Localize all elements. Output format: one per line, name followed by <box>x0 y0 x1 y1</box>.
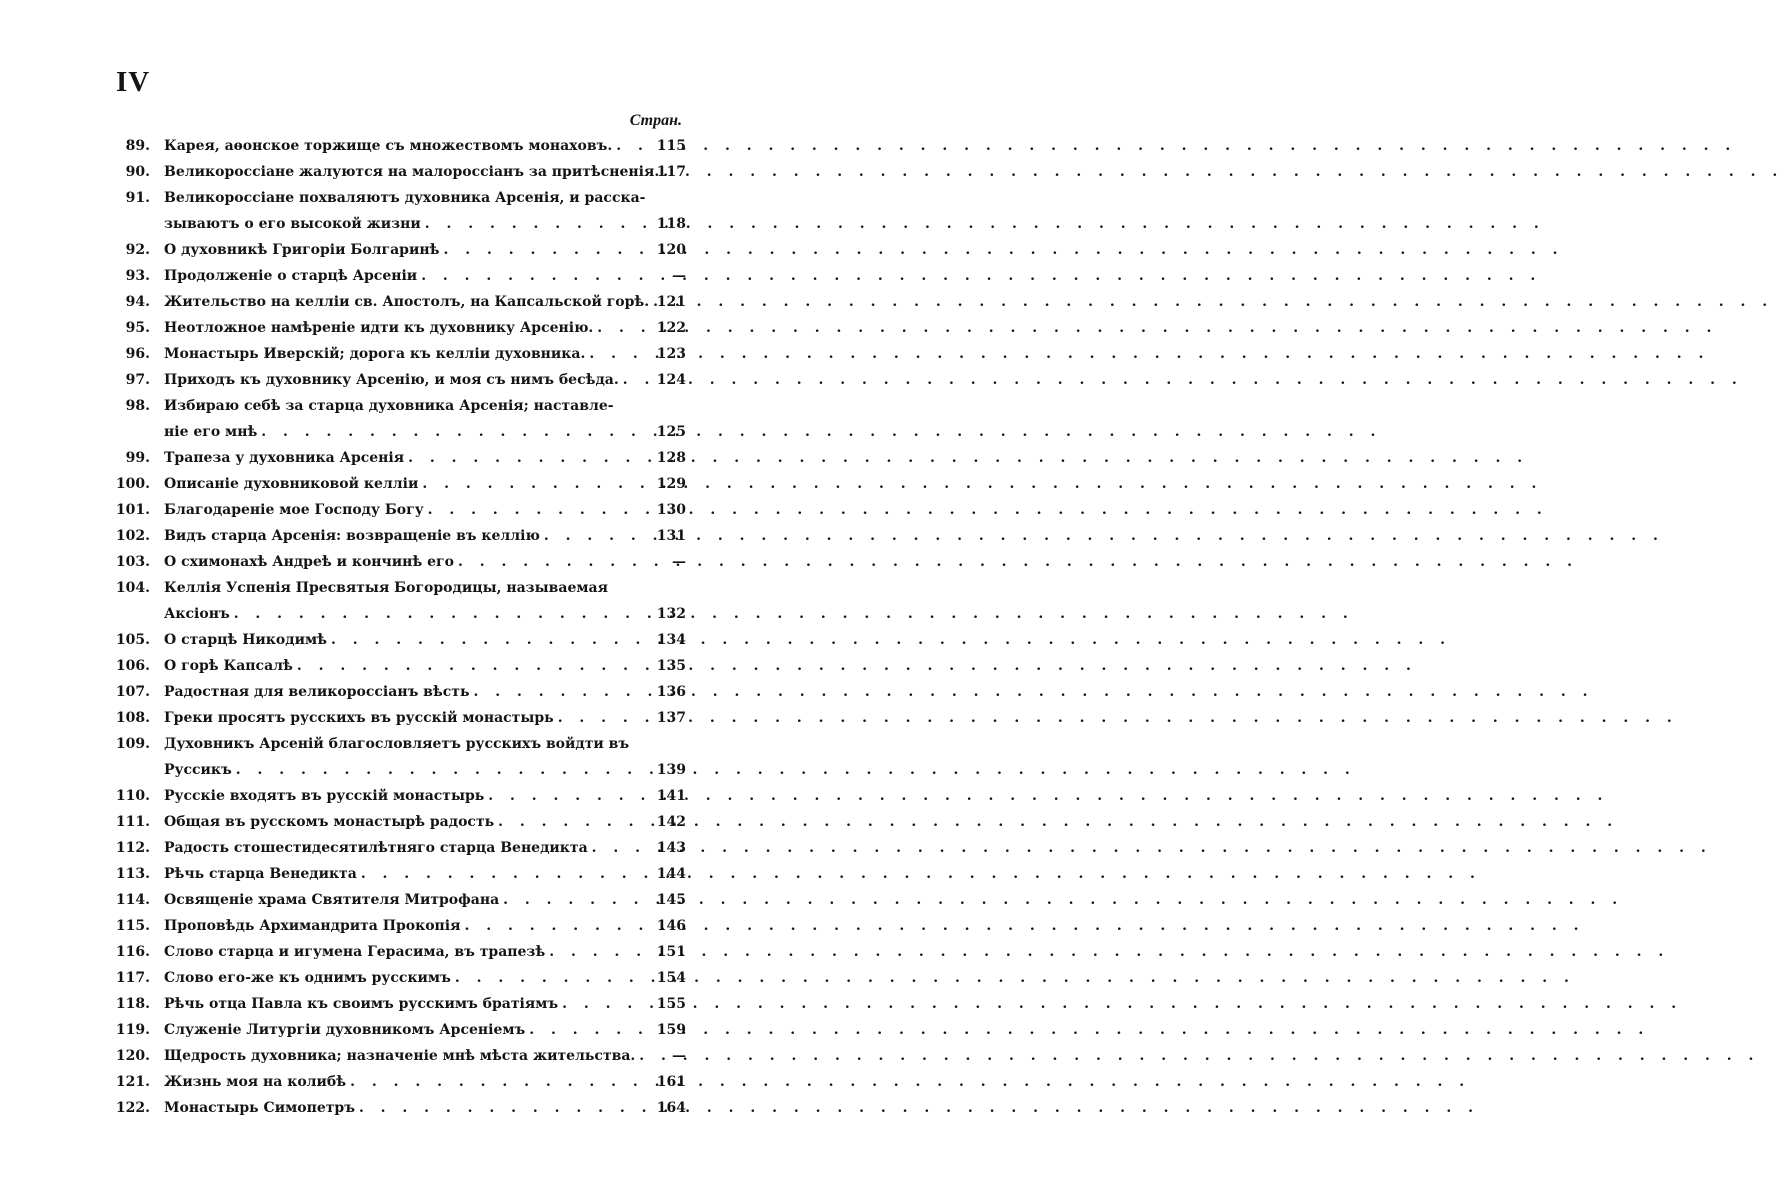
entry-title-text: Жительство на келліи св. Апостолъ, на Капсальской горѣ. <box>164 294 650 310</box>
dot-leader <box>469 679 642 705</box>
entry-title <box>164 627 642 653</box>
dot-leader <box>357 861 642 887</box>
entry-page-number: 142 <box>656 814 686 830</box>
toc-entry <box>106 887 686 913</box>
toc-entry <box>106 575 686 627</box>
entry-title <box>164 497 642 523</box>
entry-title <box>164 159 660 185</box>
entry-number: 100. <box>115 476 150 492</box>
entry-number: 107. <box>115 684 150 700</box>
entry-title-line <box>164 159 660 185</box>
entry-number: 104. <box>115 580 150 596</box>
entry-number: 91. <box>125 190 150 206</box>
dot-leader <box>451 965 642 991</box>
entry-title-text: Описаніе духовниковой келліи <box>164 476 419 492</box>
entry-page-number: 131 <box>656 528 686 544</box>
entry-title <box>164 835 642 861</box>
entry-title-text: Рѣчь старца Венедикта <box>164 866 357 882</box>
entry-title-text: Русскіе входятъ въ русскій монастырь <box>164 788 485 804</box>
dot-leader <box>439 237 642 263</box>
entry-title-line <box>164 133 642 159</box>
entry-title-line <box>164 445 642 471</box>
entry-title <box>164 731 642 783</box>
entry-title-text: Жизнь моя на колибѣ <box>164 1074 347 1090</box>
entry-page-number: 154 <box>656 970 686 986</box>
entry-title-text: Великороссіане жалуются на малороссіанъ за притѣсненія. <box>164 164 660 180</box>
entry-title <box>164 939 642 965</box>
entry-title-line <box>164 731 642 757</box>
entry-page-number: 141 <box>656 788 686 804</box>
entry-title <box>164 367 642 393</box>
entry-title-line <box>164 757 642 783</box>
toc-entry <box>106 1017 686 1043</box>
toc-entry <box>106 627 686 653</box>
dot-leader <box>499 887 642 913</box>
entry-title-text: Великороссіане похваляютъ духовника Арсенія, и расска- <box>164 190 646 206</box>
entry-number: 111. <box>115 814 150 830</box>
entry-title-line <box>164 887 642 913</box>
toc-entry <box>106 653 686 679</box>
dot-leader <box>355 1095 642 1121</box>
entry-page-number: 135 <box>656 658 686 674</box>
entry-title-line <box>164 289 650 315</box>
entry-page-number: 132 <box>656 606 686 622</box>
entry-number: 121. <box>115 1074 150 1090</box>
entry-title-text: Рѣчь отца Павла къ своимъ русскимъ братіямъ <box>164 996 559 1012</box>
entry-number: 94. <box>125 294 150 310</box>
entry-number: 108. <box>115 710 150 726</box>
entry-number: 97. <box>125 372 150 388</box>
dot-leader <box>525 1017 642 1043</box>
entry-title <box>164 523 642 549</box>
entry-title-text: ніе его мнѣ <box>164 424 258 440</box>
entry-title-text: Слово старца и игумена Герасима, въ трапезѣ <box>164 944 546 960</box>
page-column-header: Стран. <box>629 112 682 129</box>
toc-entry <box>106 133 686 159</box>
toc-entry <box>106 1095 686 1121</box>
toc-entry <box>106 523 686 549</box>
entry-title-line <box>164 549 642 575</box>
entry-title-line <box>164 627 642 653</box>
entry-title <box>164 783 642 809</box>
entry-title <box>164 913 642 939</box>
dot-leader <box>232 757 642 783</box>
toc-entry <box>106 939 686 965</box>
entry-page-number: 155 <box>656 996 686 1012</box>
entry-title <box>164 393 642 445</box>
entry-number: 119. <box>115 1022 150 1038</box>
entry-title-line <box>164 237 642 263</box>
dot-leader <box>421 211 642 237</box>
entry-title-line <box>164 185 646 211</box>
entry-title-text: О горѣ Капсалѣ <box>164 658 293 674</box>
toc-entry <box>106 809 686 835</box>
entry-title-text: Благодареніе мое Господу Богу <box>164 502 424 518</box>
toc-entry <box>106 679 686 705</box>
dot-leader <box>588 835 642 861</box>
entry-number: 113. <box>115 866 150 882</box>
entry-number: 103. <box>115 554 150 570</box>
entry-page-number: 137 <box>656 710 686 726</box>
toc-entry <box>106 1043 686 1069</box>
entry-title-line <box>164 341 642 367</box>
entry-title-line <box>164 913 642 939</box>
entry-number: 110. <box>115 788 150 804</box>
toc-entry <box>106 991 686 1017</box>
entry-title <box>164 705 642 731</box>
entry-title-line <box>164 705 642 731</box>
entry-number: 98. <box>125 398 150 414</box>
entry-title-line <box>164 653 642 679</box>
toc-entry <box>106 445 686 471</box>
dot-leader <box>593 315 642 341</box>
toc-entry <box>106 1069 686 1095</box>
dot-leader <box>494 809 642 835</box>
entry-page-number: — <box>672 554 686 570</box>
entry-title-line <box>164 393 642 419</box>
toc-entry <box>106 315 686 341</box>
entry-title <box>164 679 642 705</box>
entry-title-text: Избираю себѣ за старца духовника Арсенія; наставле- <box>164 398 614 414</box>
dot-leader <box>418 471 642 497</box>
entry-title <box>164 1017 642 1043</box>
entry-title-text: Проповѣдь Архимандрита Прокопія <box>164 918 461 934</box>
entry-title <box>164 809 642 835</box>
entry-page-number: 115 <box>656 138 686 154</box>
toc-entry <box>106 263 686 289</box>
entry-page-number: 120 <box>656 242 686 258</box>
entry-page-number: 139 <box>656 762 686 778</box>
entry-title <box>164 341 642 367</box>
toc-entry <box>106 913 686 939</box>
dot-leader <box>417 263 642 289</box>
entry-title <box>164 1095 642 1121</box>
entry-title <box>164 1043 642 1069</box>
entry-title-line <box>164 861 642 887</box>
entry-number: 114. <box>115 892 150 908</box>
dot-leader <box>230 601 642 627</box>
entry-title-line <box>164 419 642 445</box>
dot-leader <box>327 627 642 653</box>
entry-title-text: Карея, аѳонское торжище съ множествомъ монаховъ. <box>164 138 613 154</box>
toc-entry <box>106 393 686 445</box>
toc-entry <box>106 367 686 393</box>
toc-entry <box>106 159 686 185</box>
entry-title-text: Освященіе храма Святителя Митрофана <box>164 892 500 908</box>
table-of-contents <box>106 133 686 1121</box>
entry-title-line <box>164 211 642 237</box>
entry-page-number: 117 <box>656 164 686 180</box>
toc-entry <box>106 835 686 861</box>
entry-title-line <box>164 471 642 497</box>
entry-title <box>164 861 642 887</box>
entry-title <box>164 289 650 315</box>
entry-page-number: 164 <box>656 1100 686 1116</box>
entry-title-text: Греки просятъ русскихъ въ русскій монастырь <box>164 710 554 726</box>
entry-number: 115. <box>115 918 150 934</box>
entry-title-text: Неотложное намѣреніе идти къ духовнику Арсенію. <box>164 320 594 336</box>
entry-title-text: Служеніе Литургіи духовникомъ Арсеніемъ <box>164 1022 526 1038</box>
dot-leader <box>619 367 642 393</box>
toc-entry <box>106 965 686 991</box>
entry-title <box>164 133 642 159</box>
entry-title <box>164 445 642 471</box>
entry-number: 102. <box>115 528 150 544</box>
entry-title-line <box>164 523 642 549</box>
dot-leader <box>424 497 642 523</box>
entry-page-number: 159 <box>656 1022 686 1038</box>
entry-title <box>164 965 642 991</box>
entry-number: 95. <box>125 320 150 336</box>
entry-number: 90. <box>125 164 150 180</box>
entry-title-text: Радостная для великороссіанъ вѣсть <box>164 684 470 700</box>
entry-number: 118. <box>115 996 150 1012</box>
entry-page-number: 151 <box>656 944 686 960</box>
entry-page-number: 134 <box>656 632 686 648</box>
dot-leader <box>460 913 642 939</box>
entry-title-line <box>164 939 642 965</box>
dot-leader <box>558 991 642 1017</box>
entry-number: 96. <box>125 346 150 362</box>
entry-title-line <box>164 575 642 601</box>
entry-page-number: 144 <box>656 866 686 882</box>
entry-title-text: Приходъ къ духовнику Арсенію, и моя съ нимъ бесѣда. <box>164 372 619 388</box>
entry-page-number: 124 <box>656 372 686 388</box>
toc-entry <box>106 341 686 367</box>
entry-page-number: 118 <box>656 216 686 232</box>
dot-leader <box>293 653 642 679</box>
entry-title-text: Радость стошестидесятилѣтняго старца Венедикта <box>164 840 588 856</box>
entry-number: 117. <box>115 970 150 986</box>
entry-title-text: О старцѣ Никодимѣ <box>164 632 327 648</box>
entry-title-text: О схимонахѣ Андреѣ и кончинѣ его <box>164 554 454 570</box>
entry-page-number: 121 <box>656 294 686 310</box>
entry-number: 122. <box>115 1100 150 1116</box>
entry-title-line <box>164 601 642 627</box>
entry-number: 106. <box>115 658 150 674</box>
toc-entry <box>106 497 686 523</box>
entry-title-text: Видъ старца Арсенія: возвращеніе въ келлію <box>164 528 540 544</box>
toc-entry <box>106 549 686 575</box>
entry-title-line <box>164 1069 642 1095</box>
entry-title-text: Монастырь Симопетръ <box>164 1100 355 1116</box>
entry-number: 105. <box>115 632 150 648</box>
entry-title-text: Руссикъ <box>164 762 232 778</box>
entry-title <box>164 237 642 263</box>
dot-leader <box>585 341 642 367</box>
entry-title <box>164 991 642 1017</box>
entry-number: 109. <box>115 736 150 752</box>
dot-leader <box>612 133 642 159</box>
entry-title <box>164 315 642 341</box>
toc-entry <box>106 705 686 731</box>
dot-leader <box>404 445 642 471</box>
entry-title-line <box>164 809 642 835</box>
entry-title-line <box>164 783 642 809</box>
entry-title-line <box>164 965 642 991</box>
entry-number: 89. <box>125 138 150 154</box>
entry-title-text: Монастырь Иверскій; дорога къ келліи духовника. <box>164 346 586 362</box>
toc-entry <box>106 289 686 315</box>
entry-page-number: — <box>672 1048 686 1064</box>
toc-entry <box>106 237 686 263</box>
toc-entry <box>106 731 686 783</box>
entry-page-number: 123 <box>656 346 686 362</box>
entry-number: 92. <box>125 242 150 258</box>
entry-page-number: 143 <box>656 840 686 856</box>
toc-entry <box>106 861 686 887</box>
entry-title <box>164 1069 642 1095</box>
entry-page-number: 129 <box>656 476 686 492</box>
entry-page-number: — <box>672 268 686 284</box>
entry-page-number: 136 <box>656 684 686 700</box>
toc-entry <box>106 783 686 809</box>
dot-leader <box>257 419 642 445</box>
entry-title <box>164 575 642 627</box>
entry-title-text: Трапеза у духовника Арсенія <box>164 450 405 466</box>
toc-entry <box>106 471 686 497</box>
entry-title-line <box>164 679 642 705</box>
entry-page-number: 125 <box>656 424 686 440</box>
entry-number: 120. <box>115 1048 150 1064</box>
entry-page-number: 146 <box>656 918 686 934</box>
entry-title-line <box>164 1043 642 1069</box>
dot-leader <box>484 783 642 809</box>
entry-title-line <box>164 1017 642 1043</box>
entry-title-text: Аксіонъ <box>164 606 230 622</box>
entry-title-text: Слово его-же къ однимъ русскимъ <box>164 970 451 986</box>
entry-number: 116. <box>115 944 150 960</box>
entry-title-text: Общая въ русскомъ монастырѣ радость <box>164 814 495 830</box>
entry-page-number: 145 <box>656 892 686 908</box>
entry-title-line <box>164 1095 642 1121</box>
entry-title-text: Духовникъ Арсеній благословляетъ русскихъ войдти въ <box>164 736 630 752</box>
dot-leader <box>554 705 642 731</box>
entry-title <box>164 887 642 913</box>
entry-title-text: Продолженіе о старцѣ Арсеніи <box>164 268 418 284</box>
entry-title-line <box>164 991 642 1017</box>
entry-title-line <box>164 835 642 861</box>
dot-leader <box>540 523 642 549</box>
entry-page-number: 128 <box>656 450 686 466</box>
dot-leader <box>346 1069 642 1095</box>
entry-title-line <box>164 497 642 523</box>
entry-page-number: 161 <box>656 1074 686 1090</box>
toc-entry <box>106 185 686 237</box>
entry-page-number: 130 <box>656 502 686 518</box>
entry-title <box>164 549 642 575</box>
dot-leader <box>454 549 642 575</box>
dot-leader <box>545 939 642 965</box>
entry-title <box>164 471 642 497</box>
entry-title-text: Щедрость духовника; назначеніе мнѣ мѣста жительства. <box>164 1048 636 1064</box>
entry-title-line <box>164 263 642 289</box>
entry-title <box>164 263 642 289</box>
entry-title-line <box>164 367 642 393</box>
entry-title-text: О духовникѣ Григоріи Болгаринѣ <box>164 242 440 258</box>
entry-title-text: Келлія Успенія Пресвятыя Богородицы, называемая <box>164 580 608 596</box>
entry-number: 99. <box>125 450 150 466</box>
entry-page-number: 122 <box>656 320 686 336</box>
entry-title <box>164 185 646 237</box>
entry-number: 112. <box>115 840 150 856</box>
entry-title-line <box>164 315 642 341</box>
entry-title <box>164 653 642 679</box>
page-number: IV <box>116 66 151 98</box>
entry-number: 93. <box>125 268 150 284</box>
entry-title-text: зываютъ о его высокой жизни <box>164 216 421 232</box>
entry-number: 101. <box>115 502 150 518</box>
